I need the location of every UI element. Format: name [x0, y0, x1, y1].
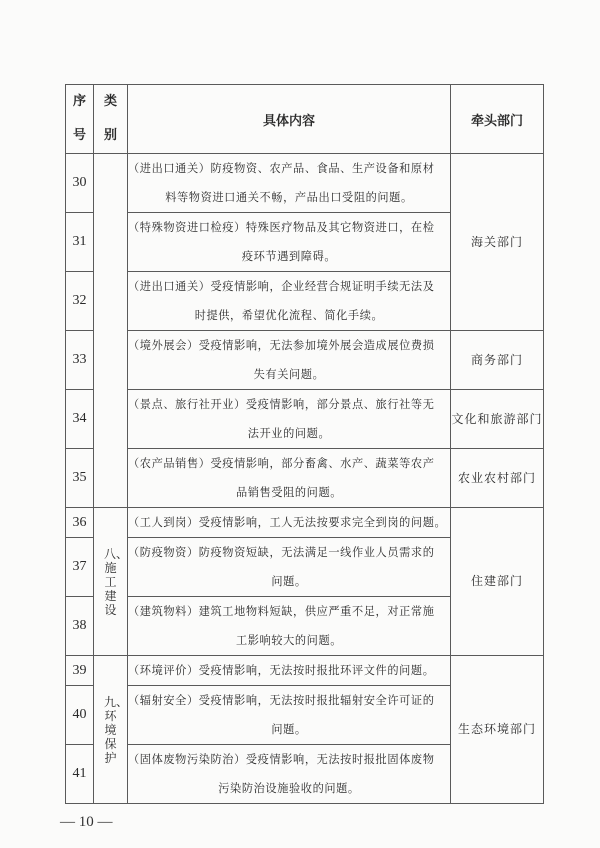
row-content: （景点、旅行社开业）受疫情影响，部分景点、旅行社等无 法开业的问题。 [128, 390, 451, 449]
page-number: — 10 — [60, 814, 113, 830]
table-row [66, 390, 544, 449]
row-content: （特殊物资进口检疫）特殊医疗物品及其它物资进口，在检 疫环节遇到障碍。 [128, 213, 451, 272]
row-content: （固体废物污染防治）受疫情影响，无法按时报批固体废物 污染防治设施验收的问题。 [128, 745, 451, 804]
row-number: 30 [66, 154, 94, 213]
row-number: 34 [66, 390, 94, 449]
table-row [66, 508, 544, 538]
row-number: 41 [66, 745, 94, 804]
dept-cell: 文化和旅游部门 [451, 390, 544, 449]
row-content: （辐射安全）受疫情影响，无法按时报批辐射安全许可证的 问题。 [128, 686, 451, 745]
category-cell: 八、施工建设 [94, 508, 128, 656]
row-content: （工人到岗）受疫情影响，工人无法按要求完全到岗的问题。 [128, 508, 451, 538]
header-seq: 序号 [66, 85, 94, 154]
table-row [66, 656, 544, 686]
header-content: 具体内容 [128, 85, 451, 154]
row-number: 32 [66, 272, 94, 331]
dept-cell: 农业农村部门 [451, 449, 544, 508]
row-content: （环境评价）受疫情影响，无法按时报批环评文件的问题。 [128, 656, 451, 686]
table-row [66, 449, 544, 508]
row-number: 40 [66, 686, 94, 745]
row-content: （建筑物料）建筑工地物料短缺，供应严重不足，对正常施 工影响较大的问题。 [128, 597, 451, 656]
row-number: 35 [66, 449, 94, 508]
issues-table [65, 84, 544, 804]
header-dept: 牵头部门 [451, 85, 544, 154]
dept-cell: 海关部门 [451, 154, 544, 331]
row-number: 31 [66, 213, 94, 272]
row-number: 37 [66, 538, 94, 597]
table-row [66, 154, 544, 213]
dept-cell: 生态环境部门 [451, 656, 544, 804]
row-number: 36 [66, 508, 94, 538]
row-content: （进出口通关）防疫物资、农产品、食品、生产设备和原材 料等物资进口通关不畅，产品出口受阻的问题。 [128, 154, 451, 213]
dept-cell: 住建部门 [451, 508, 544, 656]
row-number: 33 [66, 331, 94, 390]
row-content: （境外展会）受疫情影响，无法参加境外展会造成展位费损 失有关问题。 [128, 331, 451, 390]
header-row [66, 85, 544, 154]
row-number: 39 [66, 656, 94, 686]
category-cell [94, 154, 128, 508]
header-category: 类别 [94, 85, 128, 154]
dept-cell: 商务部门 [451, 331, 544, 390]
table-row [66, 331, 544, 390]
row-content: （防疫物资）防疫物资短缺，无法满足一线作业人员需求的 问题。 [128, 538, 451, 597]
row-content: （进出口通关）受疫情影响，企业经营合规证明手续无法及 时提供，希望优化流程、简化手续。 [128, 272, 451, 331]
row-content: （农产品销售）受疫情影响，部分畜禽、水产、蔬菜等农产 品销售受阻的问题。 [128, 449, 451, 508]
row-number: 38 [66, 597, 94, 656]
category-cell: 九、环境保护 [94, 656, 128, 804]
